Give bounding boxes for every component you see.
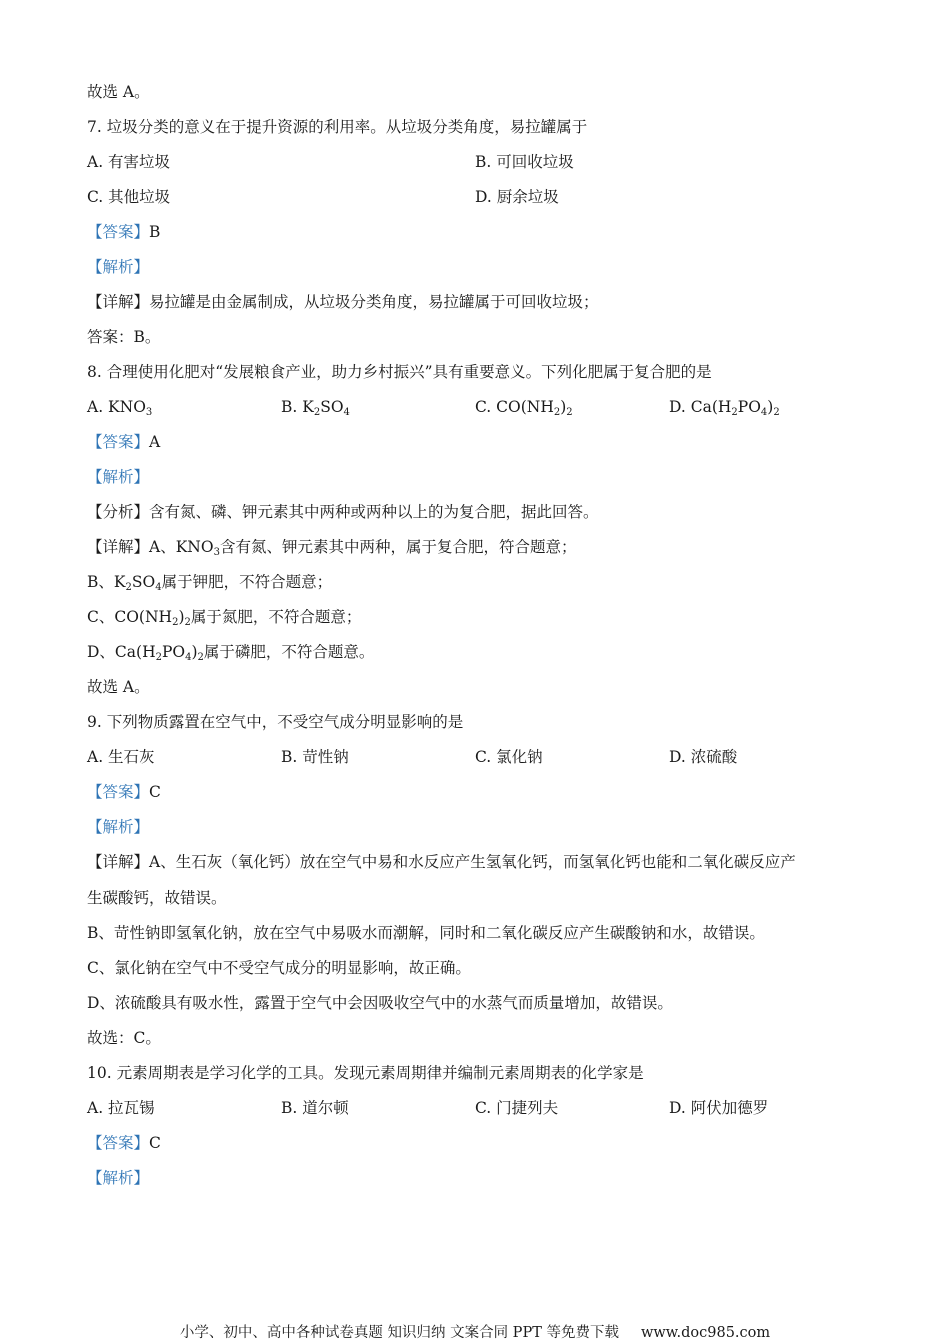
detail-line-b: B、$K_2SO_4$属于钾肥，不符合题意； bbox=[87, 573, 333, 593]
detail-line-d: D、浓硫酸具有吸水性，露置于空气中会因吸收空气中的水蒸气而质量增加，故错误。 bbox=[87, 994, 673, 1012]
detail-text: 属于磷肥，不符合题意。 bbox=[203, 643, 375, 661]
option-d: D. $Ca(H_2PO_4)_2$ bbox=[669, 398, 780, 418]
answer-tag: 【答案】 bbox=[87, 1134, 150, 1152]
detail-tag: 【详解】 bbox=[87, 293, 150, 311]
detail-line: 【详解】A、$KNO_3$含有氮、钾元素其中两种，属于复合肥，符合题意； bbox=[87, 538, 577, 558]
footer-text: 小学、初中、高中各种试卷真题 知识归纳 文案合同 PPT 等免费下载 bbox=[179, 1325, 619, 1341]
fenxi-tag: 【分析】 bbox=[87, 503, 150, 521]
analysis-tag: 【解析】 bbox=[87, 468, 150, 486]
page-footer bbox=[0, 1324, 950, 1342]
answer-tag: 【答案】 bbox=[87, 223, 150, 241]
question-8: 8. 合理使用化肥对“发展粮食产业，助力乡村振兴”具有重要意义。下列化肥属于复合肥的是 bbox=[87, 363, 712, 381]
answer-value: C bbox=[149, 783, 161, 801]
option-b: B. 苛性钠 bbox=[281, 748, 349, 766]
analysis-tag: 【解析】 bbox=[87, 258, 150, 276]
detail-text: 含有氮、钾元素其中两种，属于复合肥，符合题意； bbox=[219, 538, 577, 556]
option-c: C. 氯化钠 bbox=[475, 748, 543, 766]
detail-line-d: D、$Ca(H_2PO_4)_2$属于磷肥，不符合题意。 bbox=[87, 643, 375, 663]
detail-line-cont: 生碳酸钙，故错误。 bbox=[87, 889, 227, 907]
detail-text: A、生石灰（氧化钙）放在空气中易和水反应产生氢氧化钙，而氢氧化钙也能和二氧化碳反应产 bbox=[149, 853, 796, 871]
footer-link[interactable]: www.doc985.com bbox=[640, 1325, 771, 1341]
detail-line-b: B、苛性钠即氢氧化钠，放在空气中易吸水而潮解，同时和二氧化碳反应产生碳酸钠和水，故错误。 bbox=[87, 924, 765, 942]
detail-line bbox=[87, 292, 599, 312]
answer-line bbox=[87, 1133, 161, 1153]
detail-prefix: A、KNO bbox=[149, 538, 214, 556]
option-a: A. 生石灰 bbox=[87, 748, 155, 766]
option-d: D. 浓硫酸 bbox=[669, 748, 738, 766]
detail-text: 易拉罐是由金属制成，从垃圾分类角度，易拉罐属于可回收垃圾； bbox=[149, 293, 599, 311]
option-c: C. $CO(NH_2)_2$ bbox=[475, 398, 573, 418]
answer-line bbox=[87, 432, 160, 452]
answer-value: B bbox=[149, 223, 161, 241]
analysis-tag: 【解析】 bbox=[87, 818, 150, 836]
option-a: A. $KNO_3$ bbox=[87, 398, 153, 418]
text-line: 故选 A。 bbox=[87, 83, 150, 101]
final-answer: 故选：C。 bbox=[87, 1029, 161, 1047]
detail-line-c: C、氯化钠在空气中不受空气成分的明显影响，故正确。 bbox=[87, 959, 471, 977]
option-d: D. 阿伏加德罗 bbox=[669, 1099, 769, 1117]
detail-text: 属于钾肥，不符合题意； bbox=[161, 573, 333, 591]
analysis-tag: 【解析】 bbox=[87, 1169, 150, 1187]
option-b: B. 道尔顿 bbox=[281, 1099, 349, 1117]
detail-tag: 【详解】 bbox=[87, 853, 150, 871]
final-answer: 答案：B。 bbox=[87, 328, 161, 346]
detail-line-c: C、$CO(NH_2)_2$属于氮肥，不符合题意； bbox=[87, 608, 362, 628]
answer-value: A bbox=[149, 433, 161, 451]
answer-line bbox=[87, 222, 160, 242]
option-a: A. 有害垃圾 bbox=[87, 153, 171, 171]
question-7: 7. 垃圾分类的意义在于提升资源的利用率。从垃圾分类角度，易拉罐属于 bbox=[87, 118, 588, 136]
question-10: 10. 元素周期表是学习化学的工具。发现元素周期律并编制元素周期表的化学家是 bbox=[87, 1064, 644, 1082]
option-b: B. $K_2SO_4$ bbox=[281, 398, 350, 418]
answer-tag: 【答案】 bbox=[87, 433, 150, 451]
fenxi-text: 含有氮、磷、钾元素其中两种或两种以上的为复合肥，据此回答。 bbox=[149, 503, 599, 521]
detail-tag: 【详解】 bbox=[87, 538, 150, 556]
detail-text: 属于氮肥，不符合题意； bbox=[190, 608, 362, 626]
answer-value: C bbox=[149, 1134, 161, 1152]
final-answer: 故选 A。 bbox=[87, 678, 150, 696]
detail-line bbox=[87, 852, 796, 872]
fenxi-line bbox=[87, 502, 599, 522]
answer-tag: 【答案】 bbox=[87, 783, 150, 801]
option-c: C. 门捷列夫 bbox=[475, 1099, 559, 1117]
option-c: C. 其他垃圾 bbox=[87, 188, 171, 206]
option-a: A. 拉瓦锡 bbox=[87, 1099, 155, 1117]
option-d: D. 厨余垃圾 bbox=[475, 188, 559, 206]
option-b: B. 可回收垃圾 bbox=[475, 153, 574, 171]
question-9: 9. 下列物质露置在空气中，不受空气成分明显影响的是 bbox=[87, 713, 464, 731]
answer-line bbox=[87, 782, 161, 802]
